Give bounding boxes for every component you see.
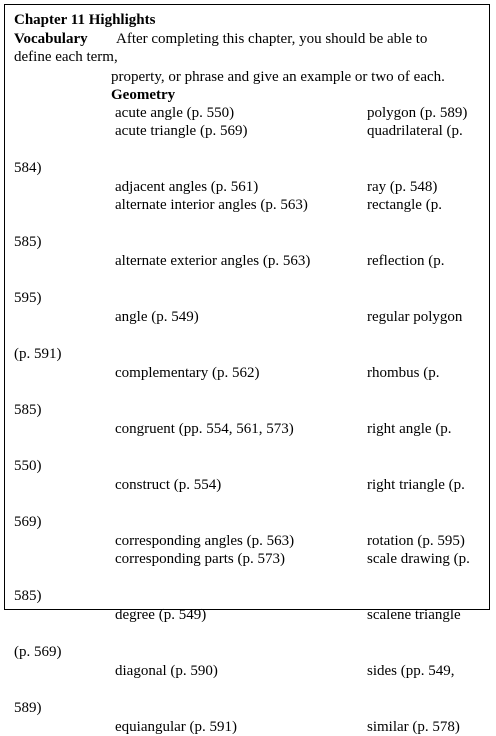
term-right: rotation (p. 595) (367, 533, 465, 549)
term-left: complementary (p. 562) (115, 365, 260, 381)
chapter-title: Chapter 11 Highlights (14, 12, 156, 28)
term-right-wrap: (p. 569) (14, 644, 62, 660)
term-left: adjacent angles (p. 561) (115, 179, 259, 195)
term-right: right triangle (p. (367, 477, 465, 493)
term-right: polygon (p. 589) (367, 105, 468, 121)
term-left: corresponding angles (p. 563) (115, 533, 295, 549)
term-left: construct (p. 554) (115, 477, 222, 493)
term-right: ray (p. 548) (367, 179, 438, 195)
term-right-wrap: 550) (14, 458, 42, 474)
intro-text-line-2: define each term, (14, 49, 118, 65)
term-left: corresponding parts (p. 573) (115, 551, 285, 567)
term-left: congruent (pp. 554, 561, 573) (115, 421, 294, 437)
intro-text-line-1: After completing this chapter, you should be able to (116, 31, 428, 47)
term-right: quadrilateral (p. (367, 123, 463, 139)
term-right: similar (p. 578) (367, 719, 460, 735)
term-left: alternate interior angles (p. 563) (115, 197, 308, 213)
term-right-wrap: 585) (14, 402, 42, 418)
term-left: diagonal (p. 590) (115, 663, 218, 679)
term-left: acute angle (p. 550) (115, 105, 235, 121)
term-right-wrap: 569) (14, 514, 42, 530)
page-border (4, 4, 490, 610)
term-right: rhombus (p. (367, 365, 440, 381)
term-right-wrap: 589) (14, 700, 42, 716)
intro-text-line-3: property, or phrase and give an example or two of each. (111, 69, 445, 85)
term-right: rectangle (p. (367, 197, 442, 213)
term-right: scalene triangle (367, 607, 461, 623)
term-right-wrap: 584) (14, 160, 42, 176)
term-right-wrap: 585) (14, 588, 42, 604)
term-right: sides (pp. 549, (367, 663, 455, 679)
term-left: equiangular (p. 591) (115, 719, 238, 735)
term-right-wrap: 585) (14, 234, 42, 250)
term-left: degree (p. 549) (115, 607, 207, 623)
term-left: acute triangle (p. 569) (115, 123, 248, 139)
term-right: reflection (p. (367, 253, 445, 269)
term-right: right angle (p. (367, 421, 452, 437)
term-right: scale drawing (p. (367, 551, 470, 567)
term-right: regular polygon (367, 309, 463, 325)
term-left: angle (p. 549) (115, 309, 199, 325)
vocabulary-heading: Vocabulary (14, 31, 88, 47)
term-right-wrap: (p. 591) (14, 346, 62, 362)
term-right-wrap: 595) (14, 290, 42, 306)
term-left: alternate exterior angles (p. 563) (115, 253, 311, 269)
geometry-heading: Geometry (111, 87, 176, 103)
